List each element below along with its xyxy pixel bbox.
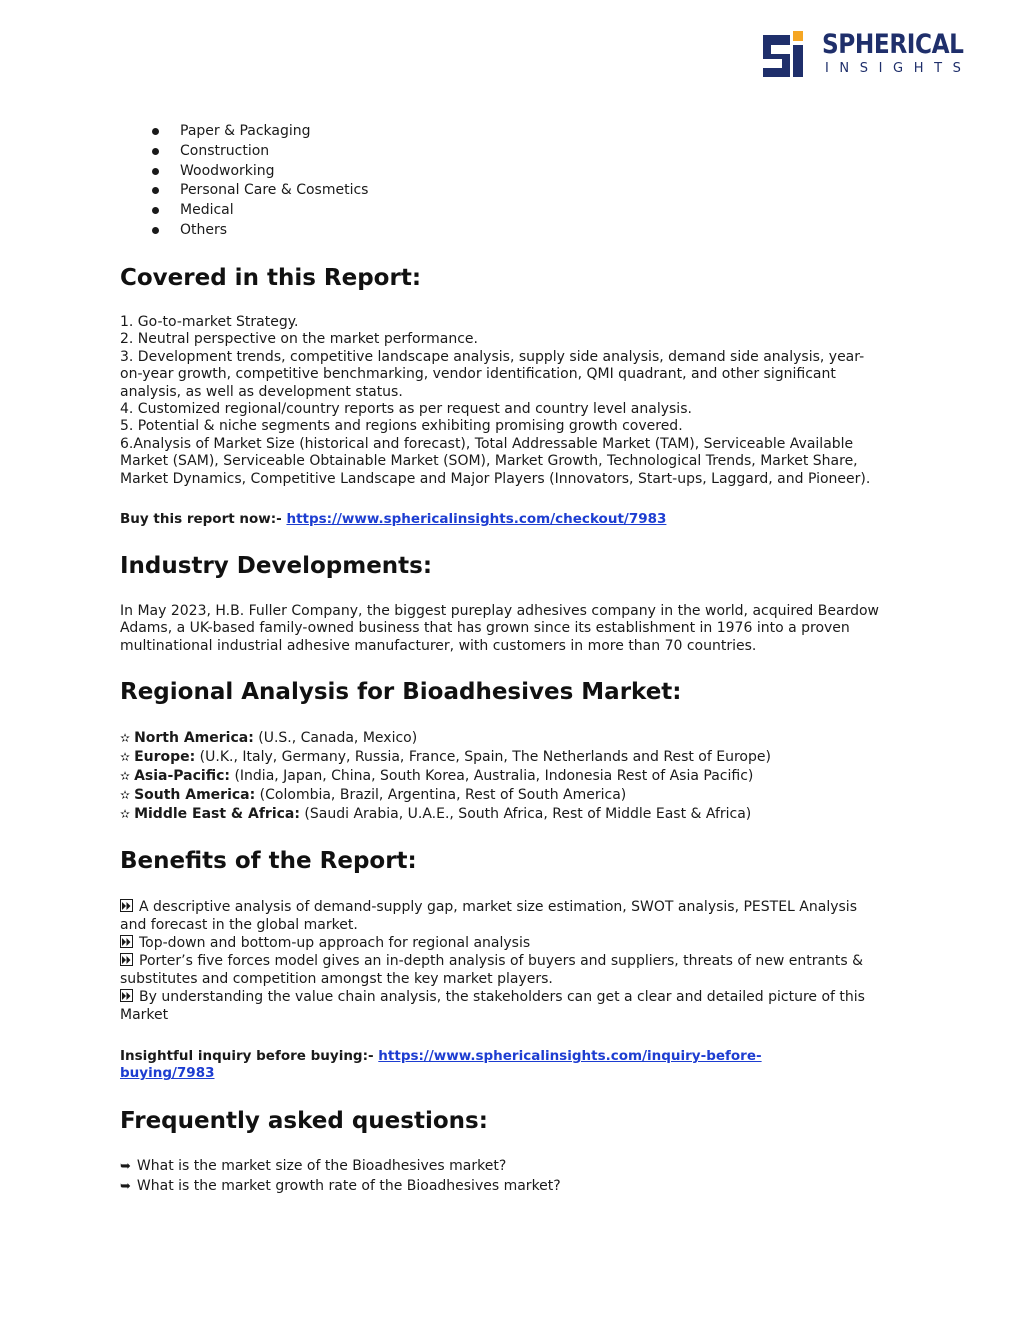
arrow-icon: ➥ [120,1159,131,1174]
fast-forward-icon [120,953,133,966]
list-item: Paper & Packaging [120,122,368,142]
application-list [120,122,368,241]
list-item: By understanding the value chain analysis, the stakeholders can get a clear and detailed picture of this [120,988,910,1006]
list-item: ➥ What is the market size of the Bioadhesives market? [120,1158,507,1174]
list-item: Top-down and bottom-up approach for regional analysis [120,934,910,952]
industry-heading: Industry Developments: [120,553,433,579]
list-item: Others [120,221,368,241]
bullet-icon [152,128,159,135]
company-logo [763,30,975,78]
star-icon: ✫ [120,769,131,783]
logo-wordmark: SPHERICAL [822,29,964,60]
list-item: ✫ South America: (Colombia, Brazil, Argentina, Rest of South America) [120,787,627,803]
list-item: ➥ What is the market growth rate of the Bioadhesives market? [120,1177,561,1194]
list-item: Medical [120,201,368,221]
list-item: ✫ Middle East & Africa: (Saudi Arabia, U.A.E., South Africa, Rest of Middle East & Africa) [120,806,752,822]
bullet-icon [152,168,159,175]
covered-heading: Covered in this Report: [120,265,422,291]
buy-report-line: Buy this report now:- https://www.sphericalinsights.com/checkout/7983 [120,511,667,527]
bullet-icon [152,148,159,155]
star-icon: ✫ [120,788,131,802]
fast-forward-icon [120,935,133,948]
list-item: Personal Care & Cosmetics [120,181,368,201]
faq-list [120,1157,561,1196]
faq-heading: Frequently asked questions: [120,1108,488,1134]
star-icon: ✫ [120,807,131,821]
star-icon: ✫ [120,731,131,745]
benefits-heading: Benefits of the Report: [120,848,417,874]
fast-forward-icon [120,899,133,912]
bullet-icon [152,187,159,194]
inquiry-link-continued[interactable]: buying/7983 [120,1065,215,1082]
industry-paragraph: In May 2023, H.B. Fuller Company, the biggest pureplay adhesives company in the world, acquired Beardow Adams, a UK-based family-owned business that has grown since its establishment in 1976 into a proven multinational industrial adhesive manufacturer, with customers in more than 70 countries. [120,603,879,654]
spherical-insights-logo-icon [763,31,809,77]
region-list [120,729,771,824]
list-item: ✫ Asia-Pacific: (India, Japan, China, South Korea, Australia, Indonesia Rest of Asia Pacific) [120,768,754,784]
benefits-list: A descriptive analysis of demand-supply gap, market size estimation, SWOT analysis, PESTEL Analysis and forecast in the global market. Top-down and bottom-up approach for regional analysis Porter’s five forces model gives an in-depth analysis of buyers and suppliers, threats of new entrants & substitutes and competition amongst the key market players. By understanding the value chain analysis, the stakeholders can get a clear and detailed picture of this Market [120,898,910,1024]
list-item: ✫ North America: (U.S., Canada, Mexico) [120,730,418,746]
list-item: Porter’s five forces model gives an in-depth analysis of buyers and suppliers, threats of new entrants & [120,952,910,970]
star-icon: ✫ [120,750,131,764]
fast-forward-icon [120,989,133,1002]
bullet-icon [152,207,159,214]
regional-heading: Regional Analysis for Bioadhesives Market: [120,679,682,705]
list-item: Woodworking [120,162,368,182]
arrow-icon: ➥ [120,1178,131,1194]
inquiry-link[interactable]: https://www.sphericalinsights.com/inquiry-before- [378,1048,762,1064]
covered-paragraph: 1. Go-to-market Strategy. 2. Neutral perspective on the market performance. 3. Development trends, competitive landscape analysis, supply side analysis, demand side analysis, year- on-year growth, competitive benchmarking, vendor identification, QMI quadrant, and other significant analysis, as well as development status. 4. Customized regional/country reports as per request and country level analysis. 5. Potential & niche segments and regions exhibiting promising growth covered. 6.Analysis of Market Size (historical and forecast), Total Addressable Market (TAM), Serviceable Available Market (SAM), Serviceable Obtainable Market (SOM), Market Growth, Technological Trends, Market Share, Market Dynamics, Competitive Landscape and Major Players (Innovators, Start-ups, Laggard, and Pioneer). [120,314,871,487]
buy-report-link[interactable]: https://www.sphericalinsights.com/checkout/7983 [286,511,667,527]
inquiry-line: Insightful inquiry before buying:- https://www.sphericalinsights.com/inquiry-before- buying/7983 [120,1048,762,1082]
bullet-icon [152,227,159,234]
list-item: A descriptive analysis of demand-supply gap, market size estimation, SWOT analysis, PESTEL Analysis [120,898,910,916]
logo-tagline: INSIGHTS [825,61,972,76]
list-item: ✫ Europe: (U.K., Italy, Germany, Russia, France, Spain, The Netherlands and Rest of Europe) [120,749,771,765]
list-item: Construction [120,142,368,162]
